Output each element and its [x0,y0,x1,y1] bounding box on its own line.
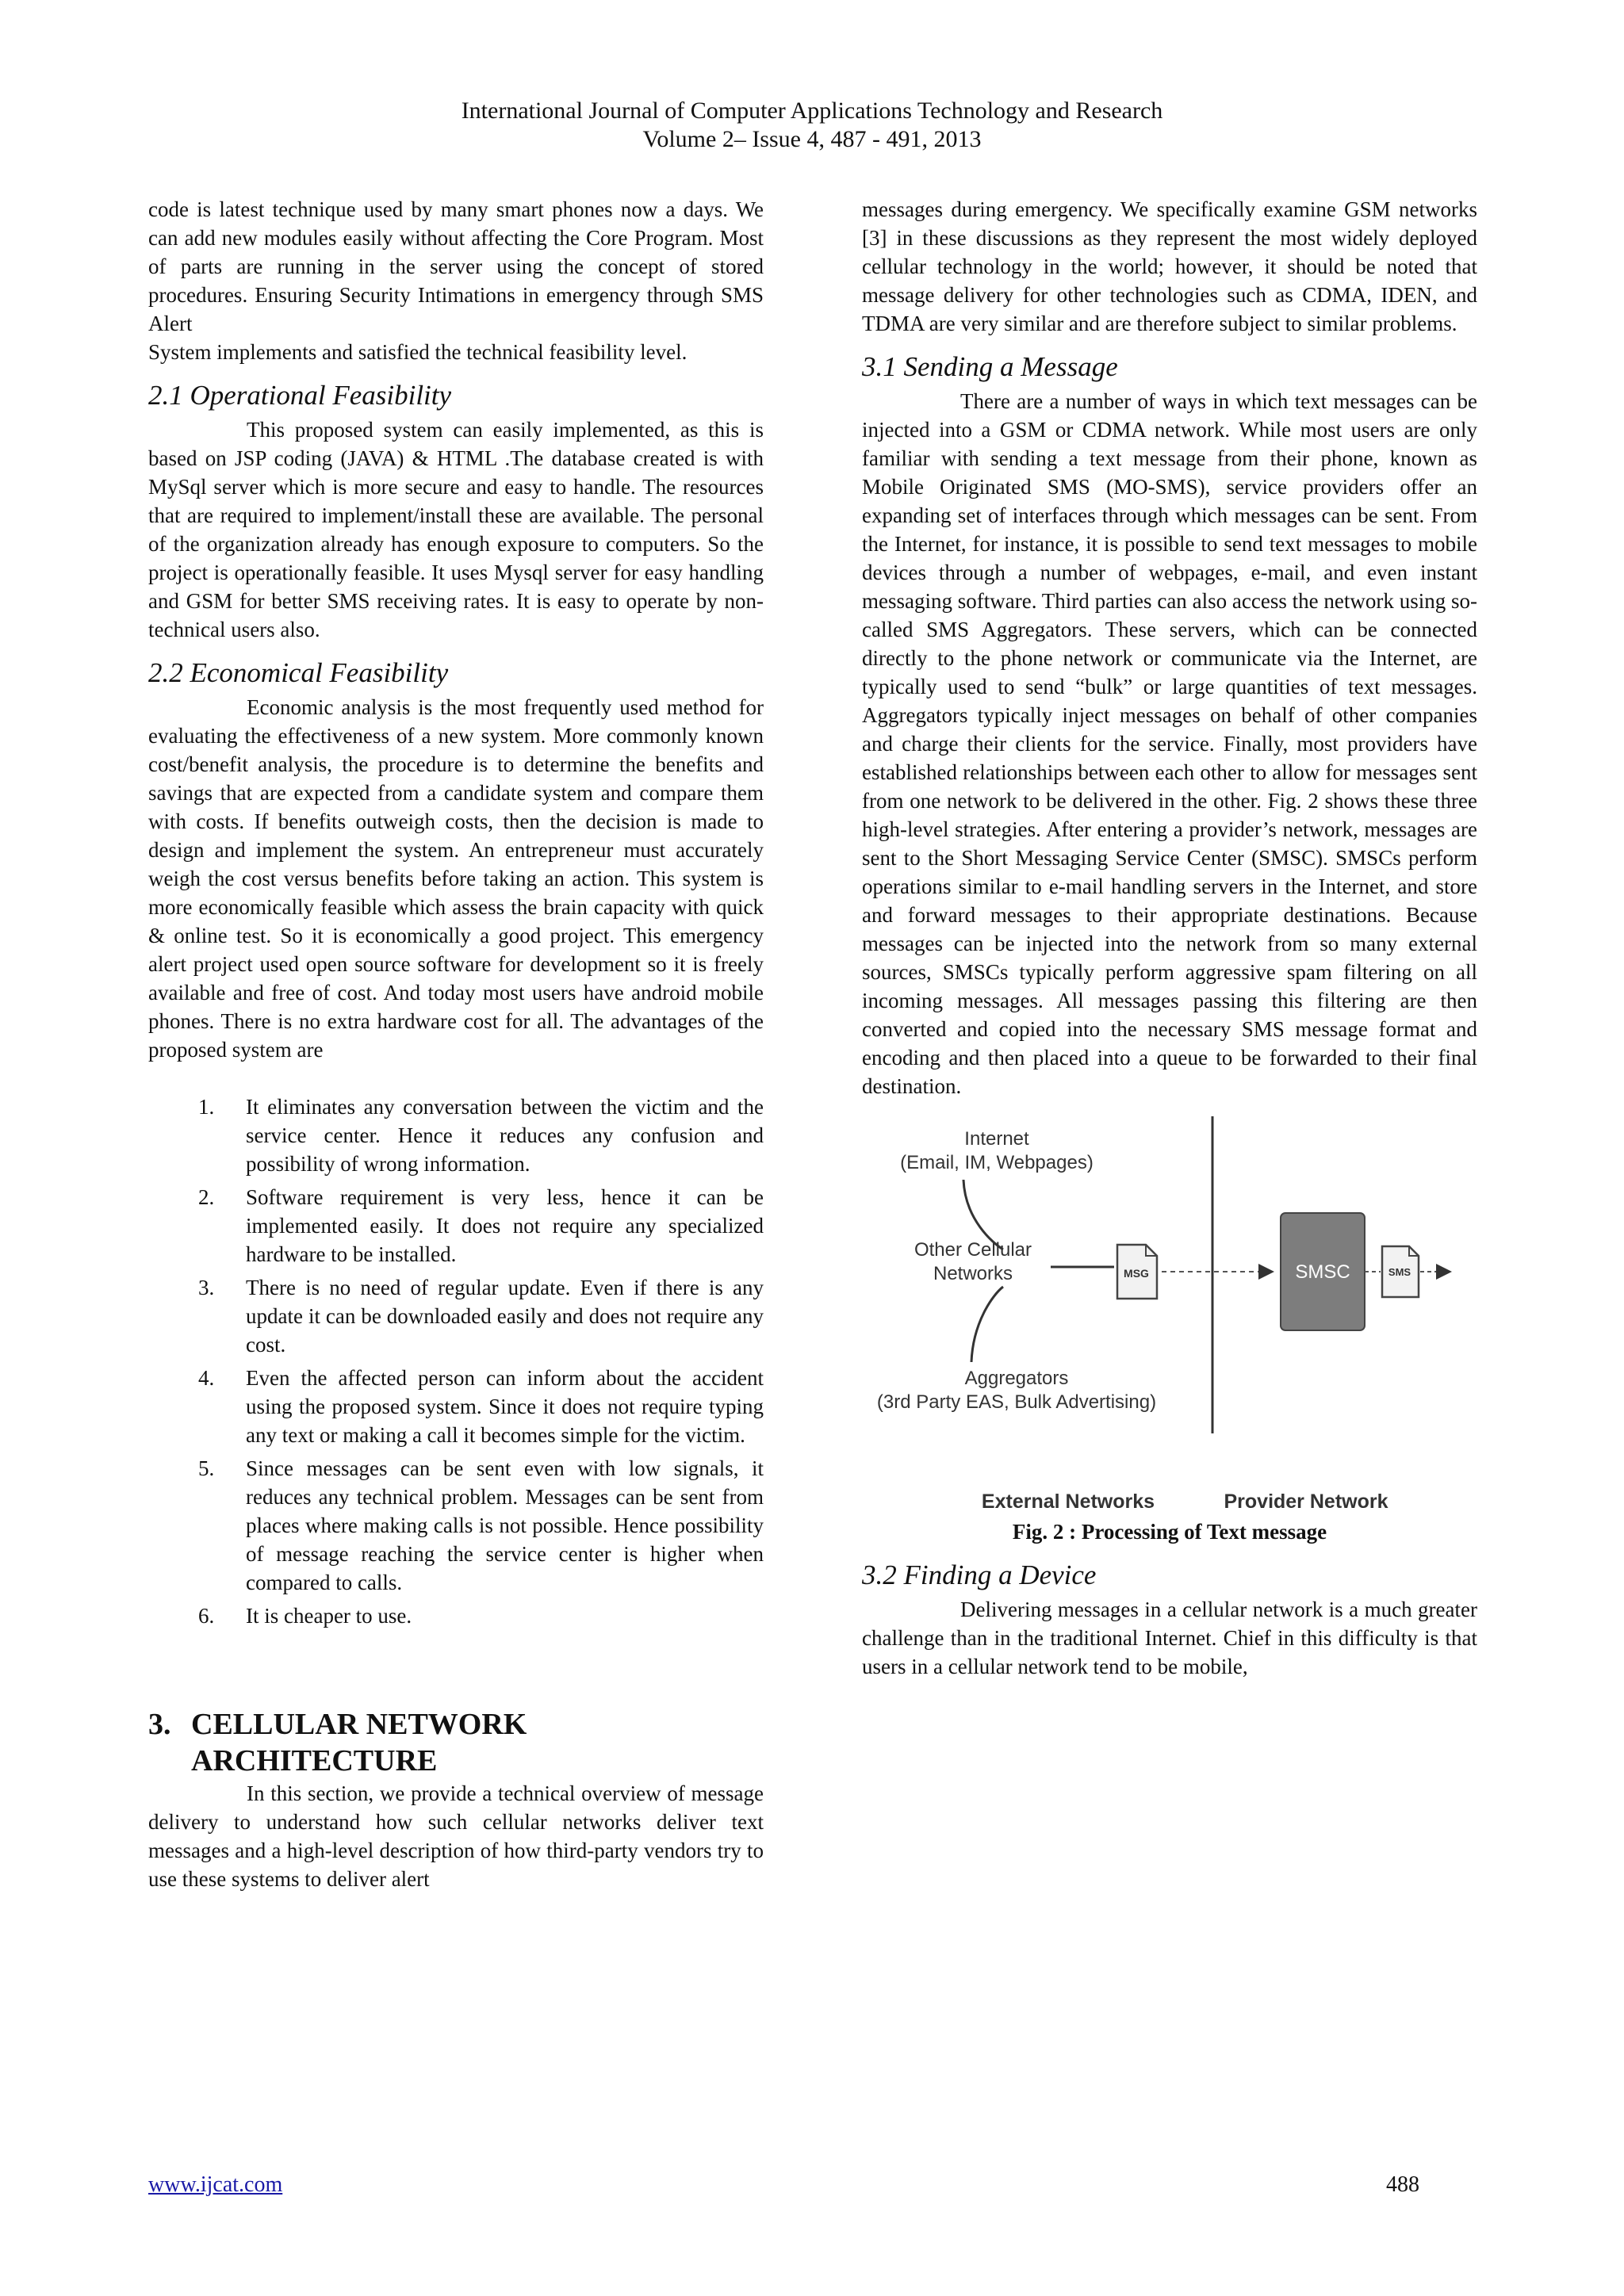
list-item-number: 6. [198,1604,215,1628]
other-networks-sublabel: Networks [933,1263,1013,1284]
right-column [862,195,1477,1681]
section-3 [148,1706,764,1893]
msg-label: MSG [1124,1267,1149,1280]
section-2-2-heading: 2.2 Economical Feasibility [148,657,449,688]
list-item-number: 5. [198,1456,215,1480]
sms-label: SMS [1388,1266,1411,1278]
section-3-title-line2: ARCHITECTURE [191,1744,438,1777]
journal-website-link[interactable]: www.ijcat.com [148,2172,283,2197]
list-item-text: Since messages can be sent even with low signals, it reduces any technical problem. Messages can be sent from places where making calls is not possible. Hence possibility of message reaching the service center is higher when compared to calls. [246,1456,764,1594]
list-item [148,1273,764,1359]
journal-title: International Journal of Computer Applications Technology and Research [461,98,1163,124]
external-networks-label: External Networks [981,1490,1155,1513]
section-3-1-text: There are a number of ways in which text messages can be injected into a GSM or CDMA network. While most users are only familiar with sending a text message from their phone, known as Mobile Originated SMS (MO-SMS), service providers offer an expanding set of interfaces through which messages can be sent. From the Internet, for instance, it is possible to send text messages to mobile devices through a number of webpages, e-mail, and even instant messaging software. Third parties can also access the network using so-called SMS Aggregators. These servers, which can be connected directly to the phone network or communicate via the Internet, are typically used to send “bulk” or large quantities of text messages. Aggregators typically inject messages on behalf of other companies and charge their clients for the service. Finally, most providers have established relationships between each other to allow for messages sent from one network to be delivered in the other. Fig. 2 shows these three high-level strategies. After entering a provider’s network, messages are sent to the Short Messaging Service Center (SMSC). SMSCs perform operations similar to e-mail handling servers in the Internet, and store and forward messages to their appropriate destinations. Because messages can be injected into the network from so many external sources, SMSCs typically perform aggressive spam filtering on all incoming messages. All messages passing this filtering are then converted and copied into the necessary SMS message format and encoding and then placed into a queue to be forwarded to their final destination. [862,389,1477,1098]
section-3-number: 3. [148,1708,171,1741]
msg-document-icon [1117,1245,1157,1299]
section-3-1-heading: 3.1 Sending a Message [862,351,1118,382]
section-2-1-text: This proposed system can easily implemented, as this is based on JSP coding (JAVA) & HTML .The database created is with MySql server which is more secure and easy to handle. The resources that are required to implement/install these are available. The personal of the organization already has enough exposure to computers. So the project is operationally feasible. It uses Mysql server for easy handling and GSM for better SMS receiving rates. It is easy to operate by non-technical users also. [148,418,764,641]
advantages-list [148,1093,764,1630]
internet-sublabel: (Email, IM, Webpages) [900,1152,1094,1173]
page-number: 488 [1386,2172,1419,2197]
list-item-text: It eliminates any conversation between the victim and the service center. Hence it reduces any confusion and possibility of wrong information. [246,1095,764,1176]
internet-label: Internet [964,1128,1029,1150]
sms-processing-diagram [862,1116,1477,1513]
journal-volume: Volume 2– Issue 4, 487 - 491, 2013 [642,126,982,152]
list-item-number: 1. [198,1095,215,1119]
list-item-number: 2. [198,1185,215,1209]
aggregators-sublabel: (3rd Party EAS, Bulk Advertising) [876,1391,1157,1413]
intro-paragraph: code is latest technique used by many smart phones now a days. We can add new modules easily without affecting the Core Program. Most of parts are running in the server using the concept of stored procedures. Ensuring Security Intimations in emergency through SMS Alert [148,197,764,335]
list-item [148,1183,764,1269]
smsc-label: SMSC [1295,1261,1350,1283]
list-item-text: Even the affected person can inform about the accident using the proposed system. Since it does not require typing any text or making a call it becomes simple for the victim. [246,1366,764,1447]
section-3-title-line1: CELLULAR NETWORK [191,1708,527,1741]
list-item-number: 3. [198,1276,215,1299]
section-2-1-heading: 2.1 Operational Feasibility [148,380,452,411]
section-2-2-text: Economic analysis is the most frequently used method for evaluating the effectiveness of a new system. More commonly known cost/benefit analysis, the procedure is to determine the benefits and savings that are expected from a candidate system and compare them with costs. If benefits outweigh costs, then the decision is made to design and implement the system. An entrepreneur must accurately weigh the cost versus benefits before taking an action. This system is more economically feasible which assess the brain capacity with quick & online test. So it is economically a good project. This emergency alert project used open source software for development so it is freely available and free of cost. And today most users have android mobile phones. There is no extra hardware cost for all. The advantages of the proposed system are [148,695,764,1062]
list-item [148,1364,764,1449]
list-item-text: There is no need of regular update. Even if there is any update it can be downloaded easily and does not require any cost. [246,1276,764,1357]
list-item-number: 4. [198,1366,215,1390]
list-item [148,1093,764,1178]
aggregators-label: Aggregators [964,1368,1069,1389]
aggregators-arrow [971,1287,1003,1362]
list-item-text: It is cheaper to use. [246,1604,412,1628]
intro-paragraph-2: System implements and satisfied the technical feasibility level. [148,340,688,364]
section-3-text: In this section, we provide a technical overview of message delivery to understand how such cellular networks deliver text messages and a high-level description of how third-party vendors try to use these systems to deliver alert [148,1781,764,1891]
figure-caption: Fig. 2 : Processing of Text message [1012,1520,1327,1544]
section-3-heading [148,1706,764,1779]
section-3-2-text: Delivering messages in a cellular network is a much greater challenge than in the traditional Internet. Chief in this difficulty is that users in a cellular network tend to be mobile, [862,1598,1477,1678]
other-networks-label: Other Cellular [914,1239,1032,1261]
continued-paragraph: messages during emergency. We specifically examine GSM networks [3] in these discussions as they represent the most widely deployed cellular technology in the world; however, it should be noted that message delivery for other technologies such as CDMA, IDEN, and TDMA are very similar and are therefore subject to similar problems. [862,197,1477,335]
list-item-text: Software requirement is very less, hence it can be implemented easily. It does not require any specialized hardware to be installed. [246,1185,764,1266]
section-3-2-heading: 3.2 Finding a Device [862,1559,1097,1590]
left-column [148,195,764,1893]
sms-document-icon [1382,1246,1419,1297]
journal-header [0,97,1624,154]
figure-2-diagram [862,1116,1477,1513]
list-item [148,1454,764,1597]
provider-network-label: Provider Network [1224,1490,1388,1513]
list-item [148,1601,764,1630]
